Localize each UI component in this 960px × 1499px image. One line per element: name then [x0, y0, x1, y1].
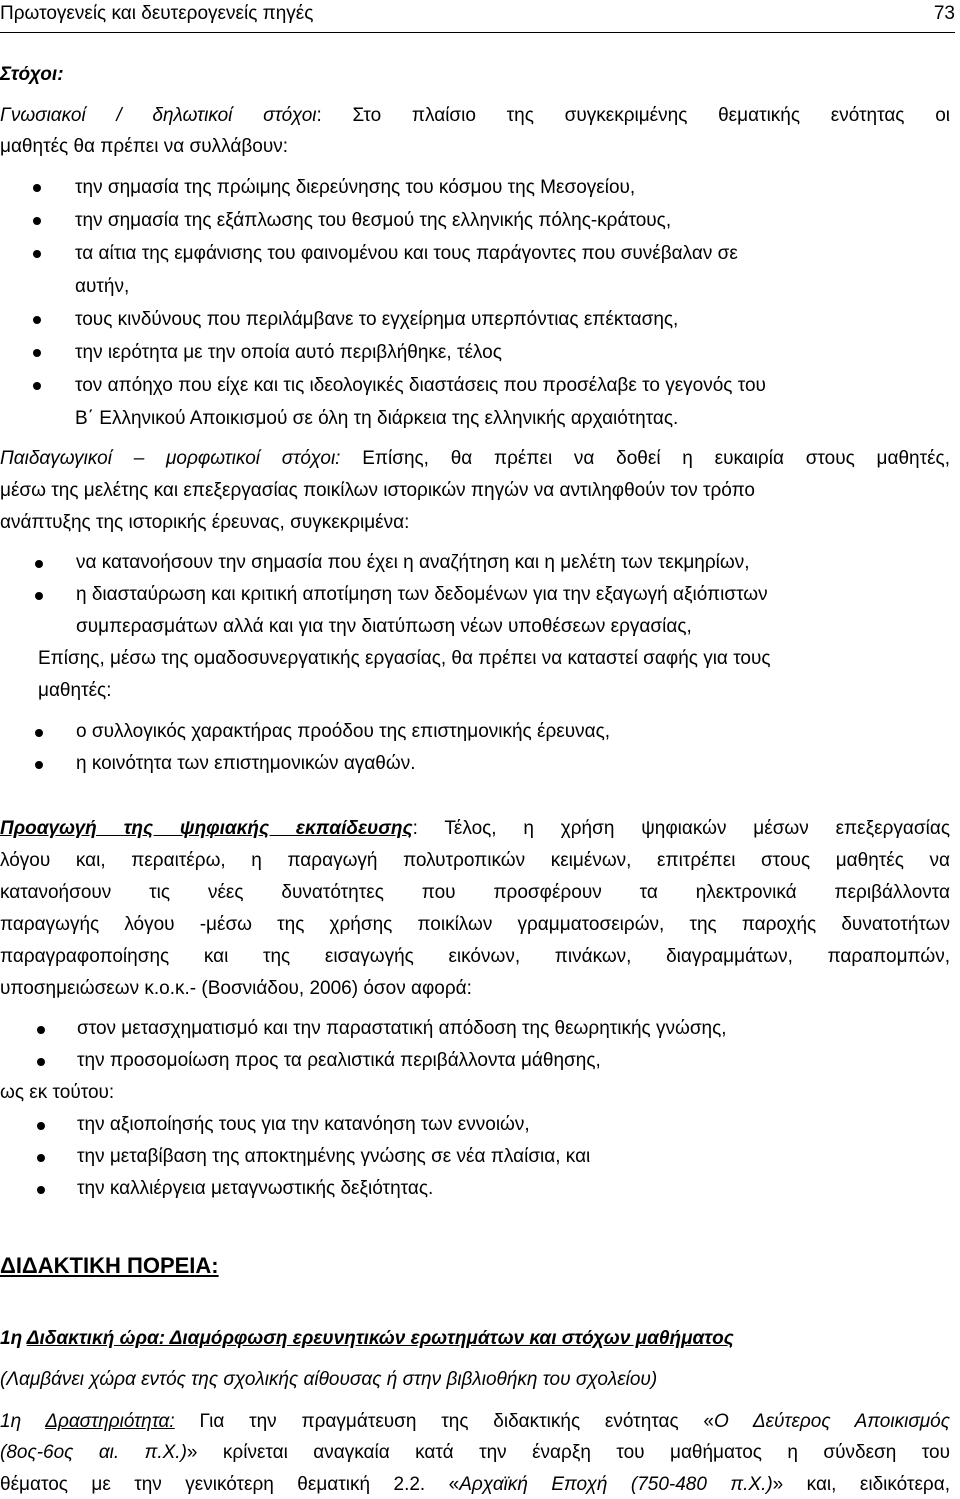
- objectives-heading: Στόχοι:: [0, 64, 64, 85]
- pedagogical-intro-2: μέσω της μελέτης και επεξεργασίας ποικίλων ιστορικών πηγών να αντιληφθούν τον τρόπο: [0, 480, 755, 501]
- list-item: την καλλιέργεια μεταγνωστικής δεξιότητας.: [77, 1178, 434, 1199]
- list-item: την σημασία της εξάπλωσης του θεσμού της ελληνικής πόλης-κράτους,: [75, 210, 672, 231]
- list-item: την ιερότητα με την οποία αυτό περιβλήθηκε, τέλος: [75, 342, 502, 363]
- bullet-icon: [33, 382, 41, 390]
- list-item-continuation: Β΄ Ελληνικού Αποικισμού σε όλη τη διάρκεια της ελληνικής αρχαιότητας.: [75, 408, 679, 429]
- digital-hence: ως εκ τούτου:: [0, 1082, 115, 1103]
- bullet-icon: [37, 1058, 45, 1066]
- digital-label: Προαγωγή της ψηφιακής εκπαίδευσης: [0, 818, 413, 839]
- list-item: η διασταύρωση και κριτική αποτίμηση των δεδομένων για την εξαγωγή αξιόπιστων: [76, 584, 768, 605]
- bullet-icon: [33, 184, 41, 192]
- digital-intro-line: [0, 819, 950, 838]
- list-item: την σημασία της πρώιμης διερεύνησης του κόσμου της Μεσογείου,: [75, 177, 636, 198]
- pedagogical-intro-3: ανάπτυξης της ιστορικής έρευνας, συγκεκριμένα:: [0, 512, 410, 533]
- digital-line-5: παραγραφοποίησης και της εισαγωγής εικόνων, πινάκων, διαγραμμάτων, παραπομπών,: [0, 946, 950, 967]
- list-item-continuation: συμπερασμάτων αλλά και για την διατύπωση νέων υποθέσεων εργασίας,: [76, 616, 692, 637]
- pedagogical-also-2: μαθητές:: [38, 680, 112, 701]
- list-item: τους κινδύνους που περιλάμβανε το εγχείρημα υπερπόντιας επέκτασης,: [75, 309, 679, 330]
- procedure-heading: ΔΙΔΑΚΤΙΚΗ ΠΟΡΕΙΑ:: [0, 1253, 219, 1278]
- bullet-icon: [37, 1154, 45, 1162]
- pedagogical-intro-1: Επίσης, θα πρέπει να δοθεί η ευκαιρία στους μαθητές,: [340, 448, 950, 469]
- activity-text-1: Για την πραγμάτευση της διδακτικής ενότητας «: [174, 1411, 715, 1432]
- pedagogical-also-1: Επίσης, μέσω της ομαδοσυνεργατικής εργασίας, θα πρέπει να καταστεί σαφής για τους: [38, 648, 771, 669]
- list-item: ο συλλογικός χαρακτήρας προόδου της επιστημονικής έρευνας,: [76, 721, 611, 742]
- list-item-continuation: αυτήν,: [75, 276, 130, 297]
- pedagogical-label: Παιδαγωγικοί – μορφωτικοί στόχοι:: [0, 448, 341, 469]
- list-item: την μεταβίβαση της αποκτημένης γνώσης σε νέα πλαίσια, και: [77, 1146, 591, 1167]
- list-item: να κατανοήσουν την σημασία που έχει η αναζήτηση και η μελέτη των τεκμηρίων,: [76, 552, 750, 573]
- activity-text-3: θέματος με την γενικότερη θεματική 2.2. «: [0, 1474, 460, 1495]
- bullet-icon: [33, 349, 41, 357]
- bullet-icon: [37, 1122, 45, 1130]
- list-item: την αξιοποίησής τους για την κατανόηση των εννοιών,: [77, 1114, 530, 1135]
- page-number: 73: [933, 3, 955, 24]
- list-item: στον μετασχηματισμό και την παραστατική απόδοση της θεωρητικής γνώσης,: [77, 1018, 727, 1039]
- bullet-icon: [35, 729, 43, 737]
- digital-line-6: υποσημειώσεων κ.ο.κ.- (Βοσνιάδου, 2006) όσον αφορά:: [0, 978, 472, 999]
- activity-line-2: [0, 1443, 950, 1462]
- list-item: τα αίτια της εμφάνισης του φαινομένου και τους παράγοντες που συνέβαλαν σε: [75, 243, 738, 264]
- hour1-location: (Λαμβάνει χώρα εντός της σχολικής αίθουσας ή στην βιβλιοθήκη του σχολείου): [0, 1369, 658, 1390]
- digital-line-3: κατανοήσουν τις νέες δυνατότητες που προσφέρουν τα ηλεκτρονικά περιβάλλοντα: [0, 882, 950, 903]
- activity-theme-title: Αρχαϊκή Εποχή (750-480 π.Χ.): [459, 1474, 773, 1495]
- bullet-icon: [37, 1026, 45, 1034]
- list-item: η κοινότητα των επιστημονικών αγαθών.: [76, 753, 416, 774]
- activity-label: Δραστηριότητα:: [45, 1411, 175, 1432]
- activity-line-1: [0, 1412, 950, 1431]
- list-item: την προσομοίωση προς τα ρεαλιστικά περιβάλλοντα μάθησης,: [77, 1050, 601, 1071]
- running-header: [0, 0, 955, 33]
- list-item: τον απόηχο που είχε και τις ιδεολογικές διαστάσεις που προσέλαβε το γεγονός του: [75, 375, 766, 396]
- hour1-heading: [0, 1329, 734, 1348]
- digital-line-1: : Τέλος, η χρήση ψηφιακών μέσων επεξεργασίας: [412, 818, 950, 839]
- hour1-label: Διδακτική ώρα: Διαμόρφωση ερευνητικών ερωτημάτων και στόχων μαθήματος: [26, 1328, 734, 1349]
- digital-line-4: παραγωγής λόγου -μέσω της χρήσης ποικίλων γραμματοσειρών, της παροχής δυνατοτήτων: [0, 914, 950, 935]
- digital-line-2: λόγου και, περαιτέρω, η παραγωγή πολυτροπικών κειμένων, επιτρέπει στους μαθητές να: [0, 850, 950, 871]
- hour1-prefix: 1η: [0, 1328, 27, 1349]
- bullet-icon: [33, 250, 41, 258]
- bullet-icon: [35, 761, 43, 769]
- cognitive-intro-1: : Στο πλαίσιο της συγκεκριμένης θεματικής ενότητας οι: [316, 105, 950, 126]
- bullet-icon: [37, 1186, 45, 1194]
- activity-line-3: [0, 1475, 950, 1494]
- header-title: Πρωτογενείς και δευτερογενείς πηγές: [0, 3, 314, 24]
- activity-title-part-1: Ο Δεύτερος Αποικισμός: [714, 1411, 950, 1432]
- activity-text-4: » και, ειδικότερα,: [772, 1474, 950, 1495]
- cognitive-intro-line: [0, 106, 950, 125]
- cognitive-label: Γνωσιακοί / δηλωτικοί στόχοι: [0, 105, 317, 126]
- activity-title-part-2: (8ος-6ος αι. π.Χ.): [0, 1442, 187, 1463]
- bullet-icon: [35, 560, 43, 568]
- activity-prefix: 1η: [0, 1411, 46, 1432]
- cognitive-intro-2: μαθητές θα πρέπει να συλλάβουν:: [0, 136, 289, 157]
- bullet-icon: [33, 316, 41, 324]
- bullet-icon: [35, 592, 43, 600]
- activity-text-2: » κρίνεται αναγκαία κατά την έναρξη του μαθήματος η σύνδεση του: [186, 1442, 950, 1463]
- bullet-icon: [33, 217, 41, 225]
- pedagogical-intro-line: [0, 449, 950, 468]
